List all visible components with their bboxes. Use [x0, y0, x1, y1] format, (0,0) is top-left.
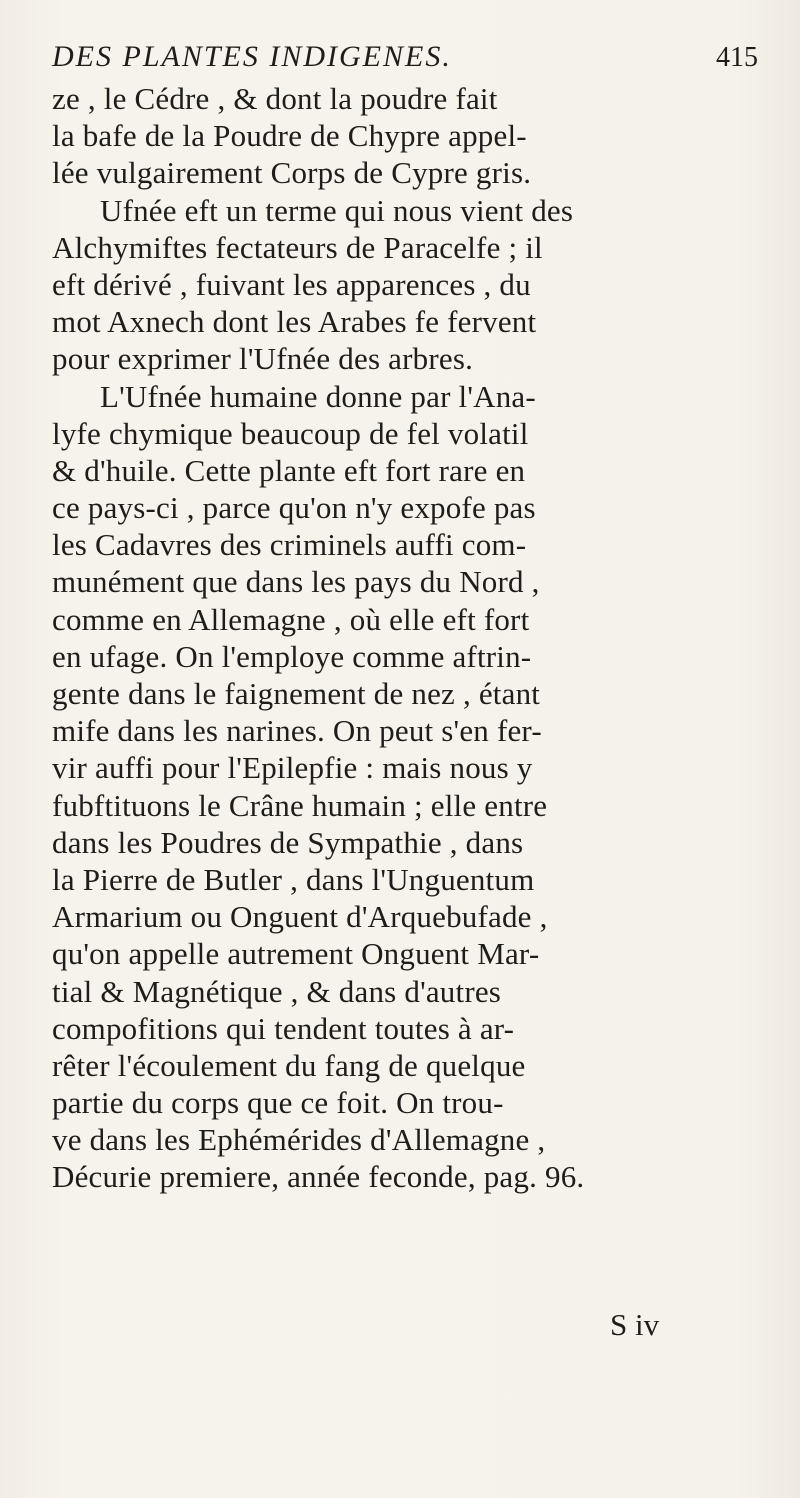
text-line: munément que dans les pays du Nord ,: [52, 564, 540, 600]
text-line: L'Ufnée humaine donne par l'Ana-: [100, 378, 536, 414]
text-line: compofitions qui tendent toutes à ar-: [52, 1010, 515, 1046]
text-line: lyfe chymique beaucoup de fel volatil: [52, 415, 529, 451]
text-line: eft dérivé , fuivant les apparences , du: [52, 266, 531, 302]
text-line: mife dans les narines. On peut s'en fer-: [52, 713, 542, 749]
text-line: gente dans le faignement de nez , étant: [52, 676, 541, 711]
text-line: en ufage. On l'employe comme aftrin-: [52, 638, 532, 674]
text-line: Ufnée eft un terme qui nous vient des: [100, 192, 574, 228]
text-line: vir auffi pour l'Epilepfie : mais nous y: [52, 750, 533, 786]
printer-signature-mark: S iv: [610, 1307, 660, 1342]
text-line: fubftituons le Crâne humain ; elle entre: [52, 787, 548, 823]
body-text: [52, 80, 776, 1196]
text-line: ce pays-ci , parce qu'on n'y expofe pas: [52, 490, 536, 526]
text-line: la bafe de la Poudre de Chypre appel-: [52, 118, 527, 154]
text-line: Alchymiftes fectateurs de Paracelfe ; il: [52, 229, 543, 265]
text-line: pour exprimer l'Ufnée des arbres.: [52, 341, 474, 377]
text-line: mot Axnech dont les Arabes fe fervent: [52, 304, 537, 340]
running-title: DES PLANTES INDIGENES.: [52, 40, 452, 73]
text-line: lée vulgairement Corps de Cypre gris.: [52, 155, 532, 191]
text-line: comme en Allemagne , où elle eft fort: [52, 601, 530, 637]
text-line: la Pierre de Butler , dans l'Unguentum: [52, 861, 535, 897]
text-line: Armarium ou Onguent d'Arquebufade ,: [52, 899, 548, 935]
page-header: [52, 40, 772, 78]
text-line: partie du corps que ce foit. On trou-: [52, 1085, 504, 1121]
text-line: ve dans les Ephémérides d'Allemagne ,: [52, 1122, 546, 1158]
text-line: les Cadavres des criminels auffi com-: [52, 527, 527, 563]
page-number: 415: [716, 42, 758, 73]
text-line: ze , le Cédre , & dont la poudre fait: [52, 81, 498, 116]
text-line: & d'huile. Cette plante eft fort rare en: [52, 452, 526, 488]
text-line: dans les Poudres de Sympathie , dans: [52, 824, 524, 860]
text-line: Décurie premiere, année feconde, pag. 96.: [52, 1159, 585, 1195]
text-line: tial & Magnétique , & dans d'autres: [52, 973, 502, 1009]
text-line: rêter l'écoulement du fang de quelque: [52, 1047, 526, 1083]
text-line: qu'on appelle autrement Onguent Mar-: [52, 936, 540, 972]
